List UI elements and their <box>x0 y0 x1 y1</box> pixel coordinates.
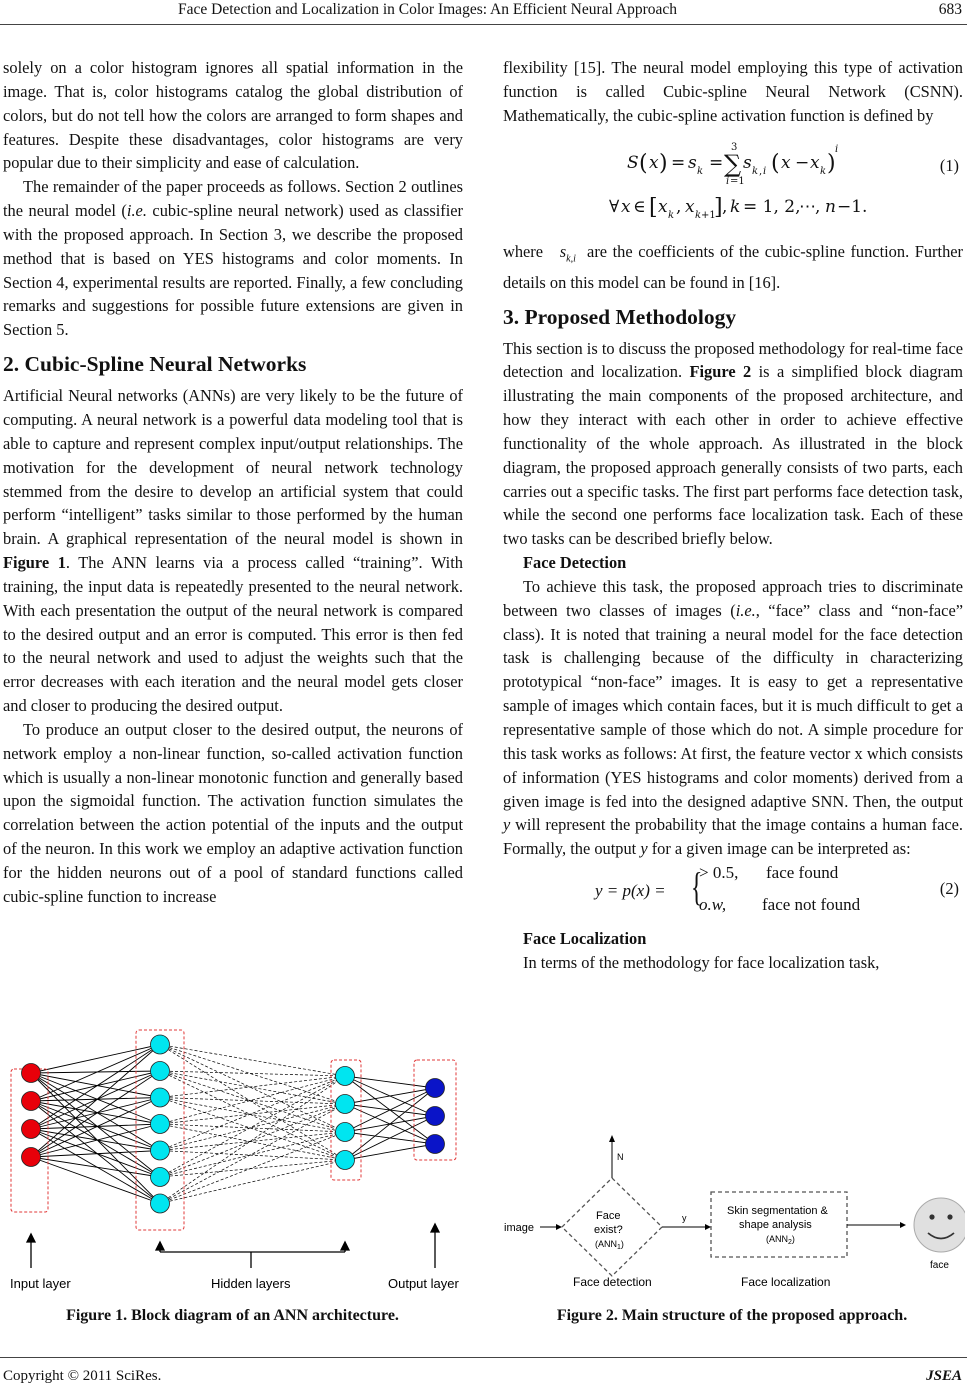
svg-text:,: , <box>722 196 728 217</box>
figure-1-ann-diagram <box>0 1020 470 1298</box>
svg-text:+1: +1 <box>701 209 716 221</box>
paragraph: This section is to discuss the proposed methodology for real-time face detection and localization. Figure 2 is a simplified block diagram illustrating the main components of the proposed architecture, and how they interact with each other in order to achieve effective functionality of the whole approach. As illustrated in the block diagram, the proposed approach generally consists of two parts, each carries out a specific tasks. The first part performs face detection task, while the second one performs face localization task. Each of these two tasks can be described briefly below. <box>503 338 963 549</box>
smiley-face-icon <box>914 1198 965 1252</box>
connection-line <box>345 1088 435 1160</box>
image-label: image <box>504 1222 534 1234</box>
hidden-neuron <box>151 1141 170 1160</box>
connection-line <box>160 1076 345 1098</box>
hidden-neuron <box>336 1123 355 1142</box>
connection-line <box>160 1071 345 1104</box>
figure-2-caption: Figure 2. Main structure of the proposed approach. <box>556 1307 908 1324</box>
svg-text:k: k <box>752 165 759 177</box>
svg-text:∀: ∀ <box>609 196 620 217</box>
figure-2-block-diagram <box>500 1128 965 1300</box>
input-neuron <box>22 1092 41 1111</box>
connection-line <box>31 1045 160 1074</box>
connection-line <box>160 1045 345 1133</box>
output-layer-label: Output layer <box>388 1276 459 1291</box>
svg-text:k: k <box>730 196 741 217</box>
connection-line <box>160 1071 345 1132</box>
connection-line <box>160 1160 345 1204</box>
svg-text:(: ( <box>771 150 780 176</box>
face-exist-label: Face <box>596 1210 621 1222</box>
connection-line <box>160 1098 345 1161</box>
face-detection-label: Face detection <box>573 1275 652 1289</box>
connection-line <box>160 1104 345 1124</box>
hidden-neuron <box>151 1115 170 1134</box>
svg-text:s: s <box>688 152 697 173</box>
connection-line <box>160 1076 345 1124</box>
connection-line <box>345 1144 435 1160</box>
connection-line <box>160 1045 345 1161</box>
connection-line <box>31 1073 160 1098</box>
connection-line <box>31 1071 160 1101</box>
layer-box <box>11 1069 48 1212</box>
connection-line <box>160 1132 345 1151</box>
svg-text:(ANN1): $(ANN_1)$ <box>595 1239 624 1251</box>
paragraph: solely on a color histogram ignores all spatial information in the image. That is, color histograms catalog the global distribution of colors, but do not tell how the colors are arranged to form shapes and features. Despite these disadvantages, color histograms are very popular due to their simplicity and ease of calculation. <box>3 58 463 173</box>
svg-text:n: n <box>825 196 836 217</box>
connection-line <box>160 1071 345 1160</box>
right-column <box>503 56 963 975</box>
connection-line <box>160 1151 345 1161</box>
connection-line <box>31 1101 160 1151</box>
connection-line <box>160 1076 345 1204</box>
connection-line <box>160 1071 345 1076</box>
input-neuron <box>22 1064 41 1083</box>
svg-text:−: − <box>795 152 810 173</box>
svg-text:exist?: exist? <box>594 1224 623 1236</box>
svg-text:k: k <box>668 209 675 221</box>
svg-text:,: , <box>759 165 763 177</box>
connection-line <box>160 1104 345 1204</box>
subsection-heading: Face Detection <box>523 553 627 573</box>
svg-text:,: , <box>676 196 682 217</box>
subsection-heading: Face Localization <box>523 929 647 949</box>
hidden-neuron <box>151 1062 170 1081</box>
input-neuron <box>22 1148 41 1167</box>
paragraph: To achieve this task, the proposed approach tries to discriminate between two classes of images (i.e., “face” class and “non-face” class). It is noted that training a neural model for the face detection task is challenging because of the difficulty in characterizing prototypical “non-face” images. It is easy to get a representative sample of images which contain faces, but it is much difficult to get a representative sample of those which do not. A simple procedure for this task works as follows: At first, the feature vector x which consists of information (YES histograms and color moments) derived from a given image is fed into the designed adaptive SNN. Then, the output y will represent the probability that the image contains a human face. Formally, the output y for a given image can be interpreted as: <box>503 576 963 859</box>
svg-text:(: ( <box>639 150 648 176</box>
hidden-neuron <box>151 1194 170 1213</box>
output-neuron <box>426 1079 445 1098</box>
output-neuron <box>426 1107 445 1126</box>
connection-line <box>31 1151 160 1158</box>
svg-text:): ) <box>659 150 668 176</box>
equation-number: (2) <box>939 879 959 899</box>
running-header <box>0 0 967 26</box>
figure-1-caption: Figure 1. Block diagram of an ANN architecture. <box>66 1307 399 1324</box>
paragraph: Artificial Neural networks (ANNs) are very likely to be the future of computing. A neural network is a powerful data modeling tool that is able to capture and represent complex input/output relationships. The motivation for the development of neural network technology stemmed from the desire to develop an artificial system that could perform “intelligent” tasks similar to those performed by the human brain. A graphical representation of the neural model is shown in Figure 1. The ANN learns via a process called “training”. With training, the input data is repeatedly presented to the neural network. With each presentation the output of the neural network is compared to the desired output and an error is computed. This error is then fed to the neural network and used to adjust the weights such that the error decreases with each iteration and the neural model gets closer and closer to producing the desired output. <box>3 386 463 716</box>
left-column <box>3 56 463 909</box>
paragraph: flexibility [15]. The neural model employing this type of activation function is called Cubic-spline Neural Network (CSNN). Mathematically, the cubic-spline activation function is defined by <box>503 58 963 125</box>
svg-text:i: i <box>763 165 767 177</box>
equation-2-lhs: y = p(x) = <box>595 881 666 901</box>
svg-text:x: x <box>649 152 659 173</box>
hidden-neuron <box>336 1067 355 1086</box>
output-neuron <box>426 1135 445 1154</box>
page-number: 683 <box>938 1 962 18</box>
svg-text:= 1, 2,: = 1, 2, <box>743 196 801 217</box>
svg-text:⋯: ⋯ <box>799 196 816 217</box>
svg-text:s: s <box>743 152 752 173</box>
page-footer <box>3 1368 962 1386</box>
equation-2-text1: face found <box>766 863 839 883</box>
svg-text:=: = <box>671 152 686 173</box>
connection-line <box>160 1104 345 1151</box>
hidden-layers-label: Hidden layers <box>211 1276 291 1291</box>
connection-line <box>160 1124 345 1132</box>
shape-analysis-label: shape analysis <box>739 1219 812 1231</box>
svg-text:∈: ∈ <box>633 196 646 217</box>
journal-abbrev: JSEA <box>926 1368 962 1384</box>
paragraph: The remainder of the paper proceeds as follows. Section 2 outlines the neural model (i.e. cubic-spline neural network) used as classifier with the proposed approach. In Section 3, we describe the proposed method that is based on YES histograms and color moments. In Section 4, experimental results are reported. Finally, a few concluding remarks and suggestions for possible future extensions are given in Section 5. <box>3 177 464 340</box>
connection-line <box>31 1098 160 1130</box>
face-localization-label: Face localization <box>741 1275 831 1289</box>
hidden-neuron <box>336 1151 355 1170</box>
equation-2-cond1: > 0.5, <box>699 863 739 883</box>
svg-text:,: , <box>815 196 821 217</box>
svg-text:i: i <box>835 143 839 155</box>
hidden-neuron <box>151 1168 170 1187</box>
svg-text:=1: =1 <box>730 175 745 187</box>
connection-line <box>31 1129 160 1177</box>
equation-number: (1) <box>939 155 959 175</box>
svg-text:3: 3 <box>731 141 738 153</box>
connection-line <box>31 1098 160 1158</box>
svg-text:k: k <box>820 165 827 177</box>
svg-text:−1.: −1. <box>837 196 868 217</box>
header-rule <box>0 24 967 25</box>
svg-text:(ANN2): $(ANN_2)$ <box>766 1234 795 1246</box>
face-output-label: face <box>930 1260 949 1271</box>
skin-segmentation-label: Skin segmentation & <box>727 1205 828 1217</box>
connection-line <box>31 1157 160 1177</box>
y-label: y <box>682 1213 687 1223</box>
svg-text:k: k <box>695 209 702 221</box>
footer-rule <box>0 1357 967 1358</box>
paragraph: where $s_{k,i}$ are the coefficients of the cubic-spline function. Further details on this model can be found in [16]. <box>503 241 963 292</box>
connection-line <box>160 1045 345 1077</box>
svg-text:S: S <box>627 152 639 173</box>
svg-text:i: i <box>726 175 730 187</box>
svg-text:x: x <box>621 196 631 217</box>
input-neuron <box>22 1120 41 1139</box>
hidden-neuron <box>151 1035 170 1054</box>
section-heading: 3. Proposed Methodology <box>503 304 737 329</box>
connection-line <box>160 1104 345 1177</box>
svg-text:[: [ <box>649 194 658 220</box>
svg-text:x: x <box>781 152 791 173</box>
hidden-neuron <box>336 1095 355 1114</box>
connection-line <box>160 1076 345 1177</box>
paragraph: To produce an output closer to the desired output, the neurons of network employ a non-linear function, so-called activation function which is usually a non-linear monotonic function and generally based upon the sigmoidal function. The activation function simulates the correlation between the action potential of the inputs and the output of the neuron. In this work we employ an adaptive activation function for the hidden neurons out of a pool of standard functions called cubic-spline function to increase <box>3 719 463 906</box>
equation-2-cond2: o.w, <box>699 895 727 915</box>
connection-line <box>160 1160 345 1177</box>
equation-2-text2: face not found <box>762 895 861 915</box>
svg-text:=: = <box>709 152 724 173</box>
svg-text:]: ] <box>714 194 723 220</box>
svg-text:k: k <box>697 165 704 177</box>
connection-line <box>345 1088 435 1104</box>
paragraph: In terms of the methodology for face localization task, <box>523 952 880 972</box>
hidden-neuron <box>151 1088 170 1107</box>
equation-2: y = p(x) = { > 0.5, face found o.w, face not found (2) <box>595 863 959 915</box>
svg-text:): ) <box>827 150 836 176</box>
svg-text:x: x <box>810 152 820 173</box>
svg-text:x: x <box>658 196 668 217</box>
copyright: Copyright © 2011 SciRes. <box>3 1368 162 1384</box>
svg-text:∑: ∑ <box>724 149 742 178</box>
n-label: N <box>617 1152 624 1162</box>
connection-line <box>31 1071 160 1157</box>
input-layer-label: Input layer <box>10 1276 71 1291</box>
running-title: Face Detection and Localization in Color Images: An Efficient Neural Approach <box>178 1 677 18</box>
connection-line <box>160 1098 345 1105</box>
section-heading: 2. Cubic-Spline Neural Networks <box>3 352 307 377</box>
equation-1 <box>503 128 963 240</box>
connection-line <box>31 1157 160 1204</box>
svg-text:x: x <box>685 196 695 217</box>
